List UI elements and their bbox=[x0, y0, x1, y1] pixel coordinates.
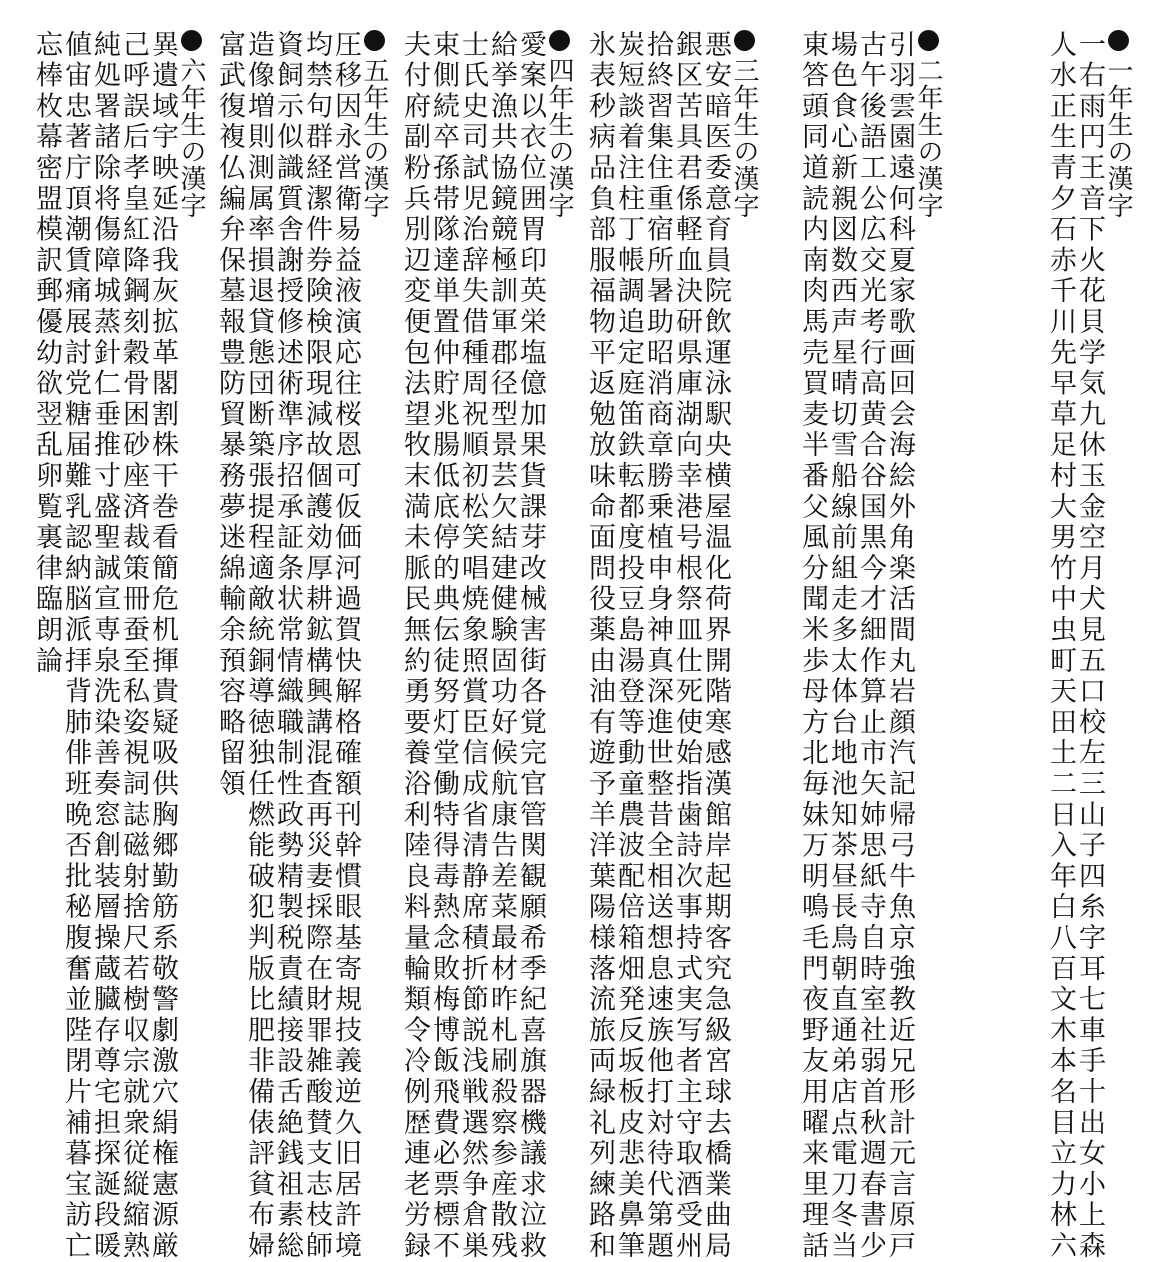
grade-title bbox=[730, 30, 758, 219]
kanji-column: 悪安暗医委意育員院飲運泳駅央横屋温化荷界開階寒感漢館岸起期客究急級宮球去橋業曲局 bbox=[700, 30, 731, 1262]
kanji-column: 己呼誤后孝皇紅降鋼刻穀骨困砂座済裁策冊蚕至私姿視詞誌磁射捨尺若樹収宗就衆従縦縮熟 bbox=[118, 30, 149, 1262]
kanji-column: 夫付府副粉兵別辺変便包法望牧末満未脈民無約勇要養浴利陸良料量輪類令冷例歴連老労録 bbox=[399, 30, 430, 1262]
grade-section-6 bbox=[20, 30, 206, 1262]
kanji-column: 氷表秒病品負部服福物平返勉放味命面問役薬由油有遊予羊洋葉陽様落流旅両緑礼列練路和 bbox=[584, 30, 615, 1262]
grade-title bbox=[360, 30, 388, 219]
kanji-column: 士氏史司試児治辞失借種周祝順初松笑唱焼象照賞臣信成省清静席積折節説浅戦選然争倉巣 bbox=[457, 30, 488, 1262]
kanji-column: 場色食心新親図数西声星晴切雪船線前組走多太体台地池知茶昼長鳥朝直通弟店点電刀冬当 bbox=[826, 30, 857, 1262]
bullet-dot-icon bbox=[734, 30, 755, 51]
kanji-column: 愛案以衣位囲胃印英栄塩億加果貨課芽改械害街各覚完官管関観願希季紀喜旗器機議求泣救 bbox=[515, 30, 546, 1262]
grade-title bbox=[914, 30, 942, 219]
kanji-column: 東答頭同道読内南肉馬売買麦半番父風分聞米歩母方北毎妹万明鳴毛門夜野友用曜来里理話 bbox=[797, 30, 828, 1262]
kanji-column: 富武復複仏編弁保墓報豊防貿暴務夢迷綿輸余預容略留領 bbox=[214, 30, 245, 800]
kanji-column: 値宙忠著庁頂潮賃痛展討党糖届難乳認納脳派拝背肺俳班晩否批秘腹奮並陛閉片補暮宝訪亡 bbox=[60, 30, 91, 1262]
kanji-column: 銀区苦具君係軽血決研県庫湖向幸港号根祭皿仕死使始指歯詩次事持式実写者主守取酒受州 bbox=[671, 30, 702, 1262]
grade-title bbox=[1104, 30, 1132, 219]
grade-title-text: 六年生の漢字 bbox=[176, 57, 206, 219]
grade-section-4 bbox=[388, 30, 574, 1262]
bullet-dot-icon bbox=[181, 30, 202, 51]
kanji-column: 給挙漁共協鏡競極訓軍郡径型景芸欠結建健験固功好候航康告差菜最材昨札刷殺察参産散残 bbox=[486, 30, 517, 1262]
kanji-column: 造像増則測属率損退貸態団断築張提程適敵統銅導徳独任燃能破犯判版比肥非備俵評貧布婦 bbox=[243, 30, 274, 1262]
kanji-column: 引羽雲園遠何科夏家歌画回会海絵外角楽活間丸岩顔汽記帰弓牛魚京強教近兄形計元言原戸 bbox=[884, 30, 915, 1262]
grade-title-text: 三年生の漢字 bbox=[729, 57, 759, 219]
kanji-column: 異遺域宇映延沿我灰拡革閣割株干巻看簡危机揮貴疑吸供胸郷勤筋系敬警劇激穴絹権憲源厳 bbox=[147, 30, 178, 1262]
grade-section-5 bbox=[203, 30, 389, 1262]
grade-title bbox=[545, 30, 573, 219]
bullet-dot-icon bbox=[918, 30, 939, 51]
kanji-column: 古午後語工公広交光考行高黄合谷国黒今才細作算止市矢姉思紙寺自時室社弱首秋週春書少 bbox=[855, 30, 886, 1262]
kanji-column: 資飼示似識質舎謝授修述術準序招承証条状常情織職制性政勢精製税責績接設舌絶銭祖素総 bbox=[272, 30, 303, 1262]
kanji-column: 一右雨円王音下火花貝学気九休玉金空月犬見五口校左三山子四糸字耳七車手十出女小上森 bbox=[1074, 30, 1105, 1262]
kanji-column: 炭短談着注柱丁帳調追定庭笛鉄転都度投豆島湯登等動童農波配倍箱畑発反坂板皮悲美鼻筆 bbox=[613, 30, 644, 1262]
kanji-column: 束側続卒孫帯隊達単置仲貯兆腸低底停的典伝徒努灯堂働特得毒熱念敗梅博飯飛費必票標不 bbox=[428, 30, 459, 1262]
bullet-dot-icon bbox=[549, 30, 570, 51]
kanji-column: 均禁句群経潔件券険検限現減故個護効厚耕鉱構興講混査再災妻採際在財罪雑酸賛支志枝師 bbox=[301, 30, 332, 1262]
grade-section-1 bbox=[1034, 30, 1133, 1262]
grade-section-2 bbox=[786, 30, 943, 1262]
kanji-column: 忘棒枚幕密盟模訳郵優幼欲翌乱卵覧裏律臨朗論 bbox=[31, 30, 62, 677]
bullet-dot-icon bbox=[1108, 30, 1129, 51]
kanji-column: 純処署諸除将傷障城蒸針仁垂推寸盛聖誠宣専泉洗染善奏窓創装層操蔵臓存尊宅担探誕段暖 bbox=[89, 30, 120, 1262]
grade-title bbox=[177, 30, 205, 219]
grade-title-text: 一年生の漢字 bbox=[1103, 57, 1133, 219]
kanji-column: 人水正生青夕石赤千川先早草足村大男竹中虫町天田土二日入年白八百文木本名目立力林六 bbox=[1045, 30, 1076, 1262]
grade-title-text: 四年生の漢字 bbox=[544, 57, 574, 219]
grade-section-3 bbox=[573, 30, 759, 1262]
kanji-column: 圧移因永営衛易益液演応往桜恩可仮価河過賀快解格確額刊幹慣眼基寄規技義逆久旧居許境 bbox=[330, 30, 361, 1262]
grade-title-text: 五年生の漢字 bbox=[359, 57, 389, 219]
bullet-dot-icon bbox=[364, 30, 385, 51]
grade-title-text: 二年生の漢字 bbox=[913, 57, 943, 219]
kanji-column: 拾終習集住重宿所暑助昭消商章勝乗植申身神真深進世整昔全相送想息速族他打対待代第題 bbox=[642, 30, 673, 1262]
